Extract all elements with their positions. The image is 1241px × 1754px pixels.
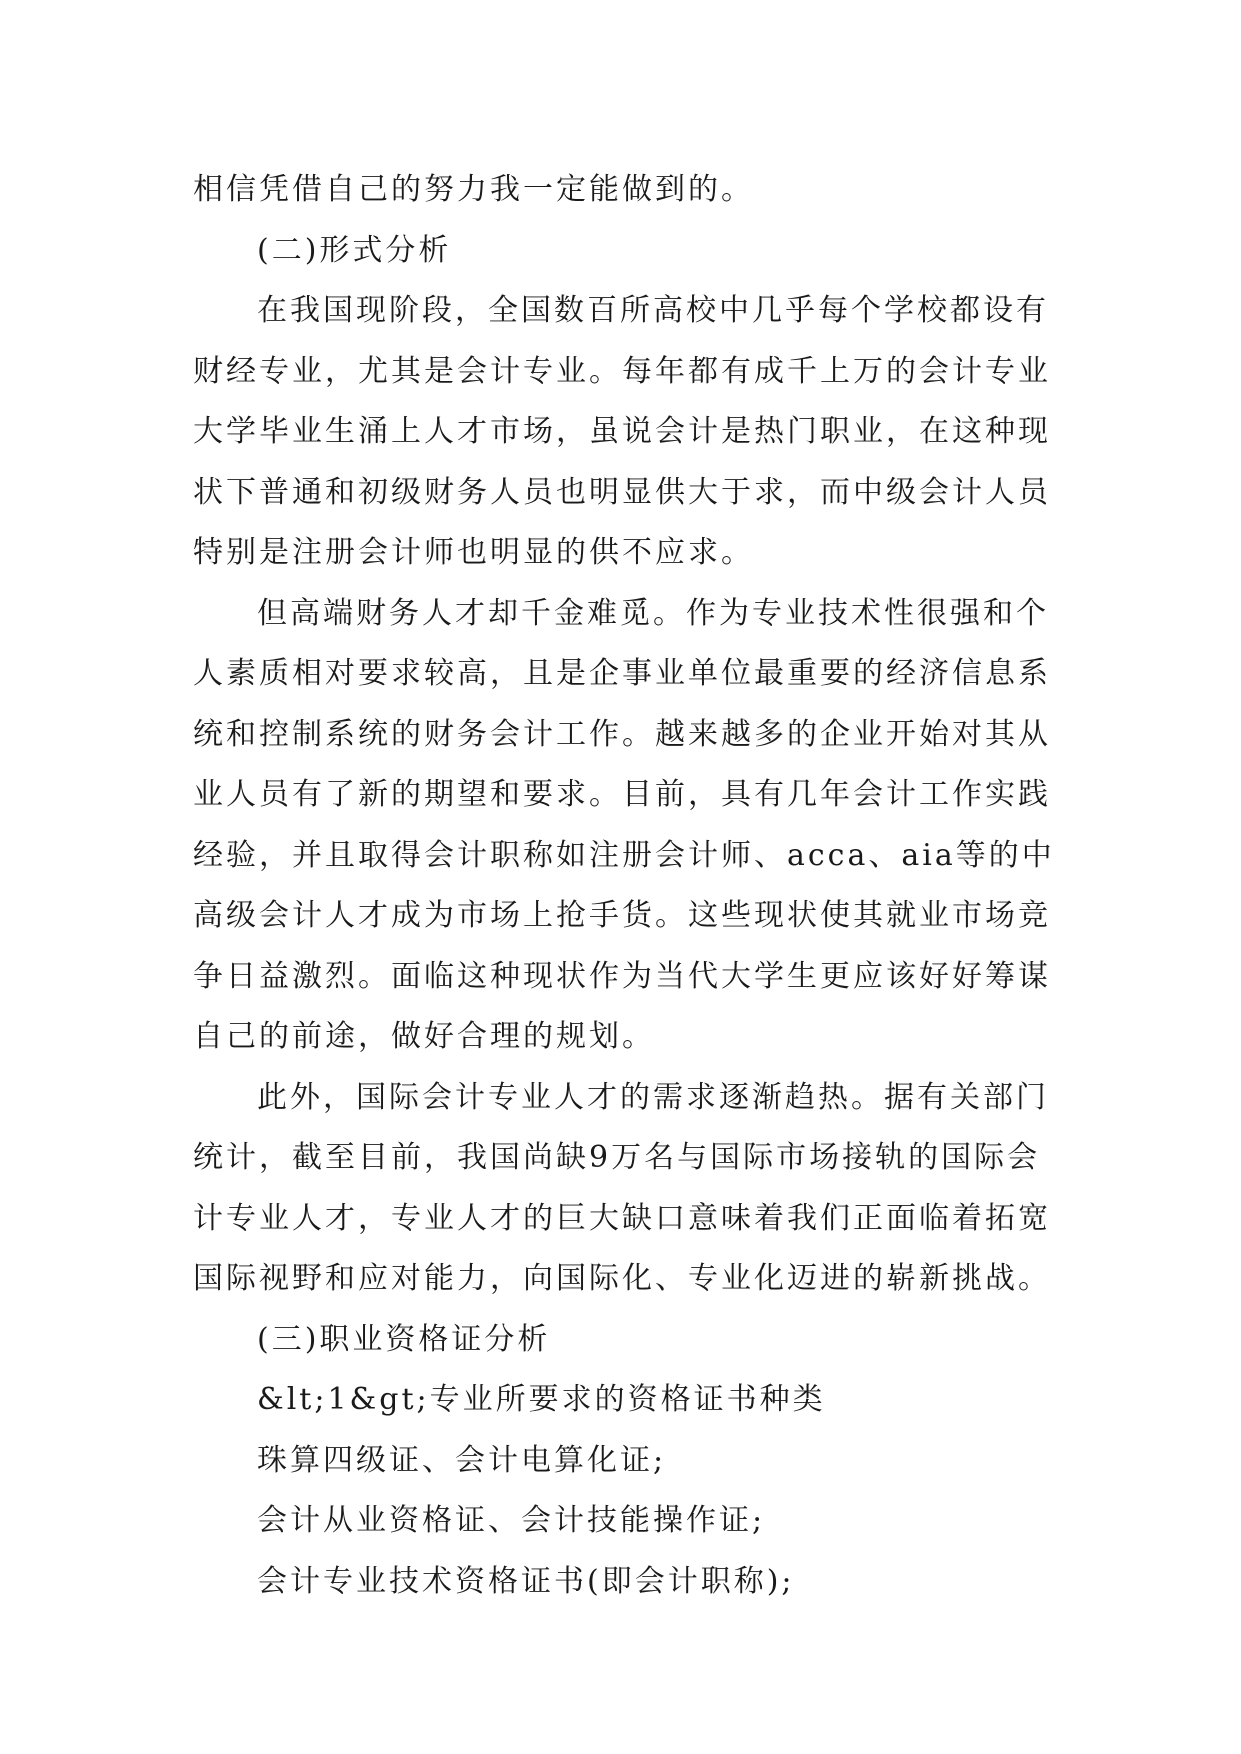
text-line: 高级会计人才成为市场上抢手货。这些现状使其就业市场竞	[193, 898, 1051, 933]
text-line: 此外，国际会计专业人才的需求逐渐趋热。据有关部门	[257, 1079, 1049, 1115]
text-line: 争日益激烈。面临这种现状作为当代大学生更应该好好筹谋	[193, 958, 1051, 994]
text-line: 统和控制系统的财务会计工作。越来越多的企业开始对其从	[193, 716, 1051, 752]
text-line: 财经专业，尤其是会计专业。每年都有成千上万的会计专业	[193, 353, 1051, 389]
text-line: 但高端财务人才却千金难觅。作为专业技术性很强和个	[257, 595, 1049, 631]
text-line: 经验，并且取得会计职称如注册会计师、acca、aia等的中	[193, 837, 1055, 873]
text-line: 人素质相对要求较高，且是企事业单位最重要的经济信息系	[193, 656, 1051, 691]
text-line: 业人员有了新的期望和要求。目前，具有几年会计工作实践	[193, 777, 1051, 812]
text-line: 在我国现阶段，全国数百所高校中几乎每个学校都设有	[257, 293, 1049, 328]
list-heading: &lt;1&gt;专业所要求的资格证书种类	[257, 1382, 826, 1417]
list-item: 珠算四级证、会计电算化证;	[257, 1442, 667, 1478]
text-line: 统计，截至目前，我国尚缺9万名与国际市场接轨的国际会	[193, 1140, 1041, 1175]
text-line: 计专业人才，专业人才的巨大缺口意味着我们正面临着拓宽	[193, 1200, 1051, 1236]
section-heading: (三)职业资格证分析	[257, 1321, 551, 1357]
text-line: 相信凭借自己的努力我一定能做到的。	[193, 172, 754, 207]
list-item: 会计从业资格证、会计技能操作证;	[257, 1503, 766, 1538]
text-line: 大学毕业生涌上人才市场，虽说会计是热门职业，在这种现	[193, 414, 1051, 449]
text-line: 状下普通和初级财务人员也明显供大于求，而中级会计人员	[193, 474, 1051, 510]
text-line: 自己的前途，做好合理的规划。	[193, 1019, 655, 1054]
text-line: 国际视野和应对能力，向国际化、专业化迈进的崭新挑战。	[193, 1261, 1051, 1296]
section-heading: (二)形式分析	[257, 232, 452, 268]
text-line: 特别是注册会计师也明显的供不应求。	[193, 535, 754, 570]
document-body	[193, 160, 1053, 1612]
list-item: 会计专业技术资格证书(即会计职称);	[257, 1563, 795, 1599]
